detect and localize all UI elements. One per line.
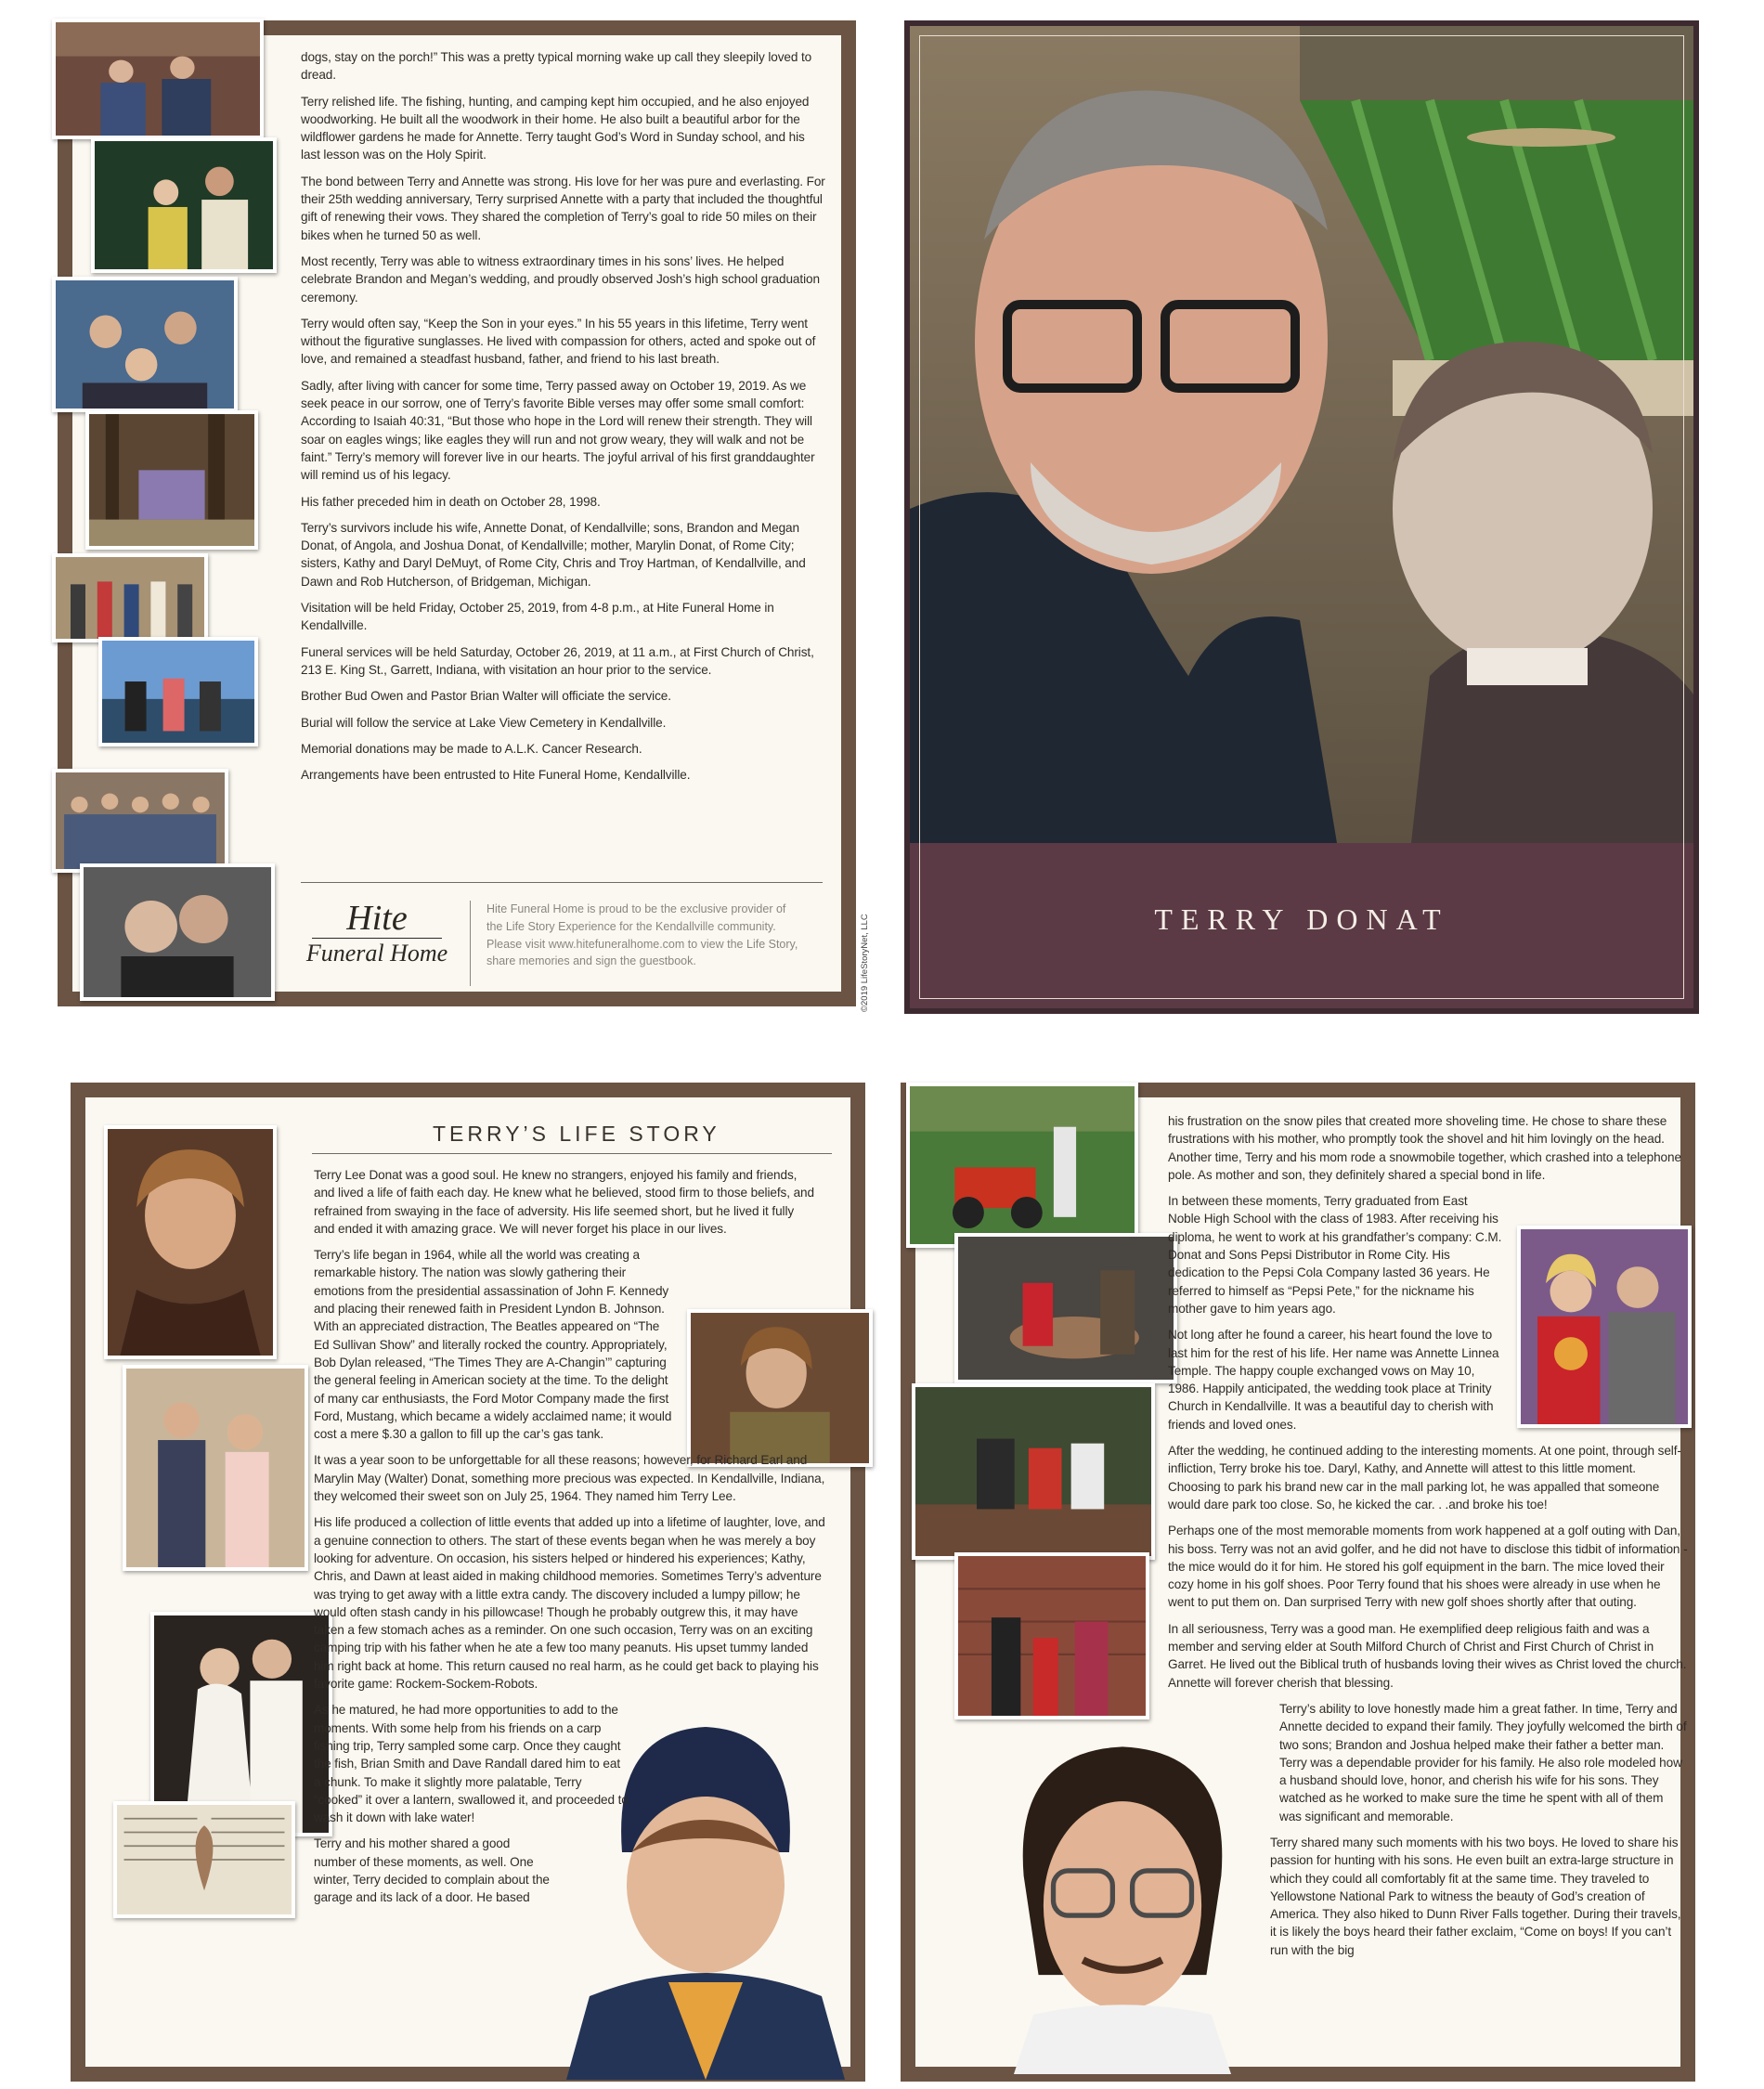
photo-prom-couple [123, 1365, 308, 1571]
photo-family-fireplace [954, 1552, 1149, 1719]
collage-photo-boys-fishing [91, 137, 277, 273]
hite-funeral-home-logo [293, 901, 460, 967]
decedent-name: TERRY DONAT [1154, 902, 1449, 936]
paragraph: Memorial donations may be made to A.L.K. Cancer Research. [301, 741, 642, 756]
title-rule [312, 1153, 832, 1154]
paragraph: Not long after he found a career, his heart found the love to last him for the rest of his life. Her name was Annette Linnea Temple. The happy couple exchanged vows on May 10, 1986. Happily anticipated, the wedding took place at Trinity Church in Kendallville. It was a beautiful day to cherish with friends and loved ones. [1168, 1328, 1499, 1432]
paragraph: Terry’s life began in 1964, while all the world was creating a remarkable history. The nation was slowly gathering their emotions from the presidential assassination of John F. Kennedy and placing their renewed faith in President Lyndon B. Johnson. With an appreciated distraction, The Beatles appeared on “The Ed Sullivan Show” and literally rocked the country. Appropriately, Bob Dylan released, “The Times They are A-Changin’” capturing the general feeling in American society at the time. To the delight of many car enthusiasts, the Ford Motor Company made the first Ford, Mustang, which became a widely acclaimed name; it would cost a mere $.30 a gallon to fill up the car’s gas tank. [314, 1248, 672, 1442]
paragraph: his frustration on the snow piles that created more shoveling time. He chose to share these frustrations with his mother, who promptly took the shovel and hit him lovingly on the head. Another time, Terry and his mom rode a snowmobile together, which crashed into a telephone pole. As mother and son, they definitely shared a special bond in life. [1168, 1114, 1681, 1182]
paragraph: Terry and his mother shared a good number of these moments, as well. One winter, Terry decided to complain about the garage and its lack of a door. He based [314, 1836, 550, 1905]
logo-separator [470, 901, 471, 986]
photo-deer-child [954, 1233, 1177, 1383]
promo-text: Hite Funeral Home is proud to be the exclusive provider of the Life Story Experience for the Kendallville community. Please visit www.hitefuneralhome.com to view the Life Story, share memories and sign the guestbook. [486, 902, 798, 968]
photo-lawn-tractor [906, 1083, 1138, 1248]
collage-photo-forest-group [85, 410, 258, 550]
collage-photo-family-couch [52, 19, 264, 139]
logo-line-2: Funeral Home [305, 940, 448, 967]
collage-photo-couple-kiss [80, 863, 275, 1001]
paragraph: Terry shared many such moments with his two boys. He loved to share his passion for hunting with his sons. He even built an extra-large structure in which they could all comfortably fit at the same time. They traveled to Yellowstone National Park to witness the beauty of God’s creation of America. They also hiked to Dunn River Falls together. During their travels, it is likely the boys heard their father exclaim, “Come on boys! If you can’t run with the big [1270, 1835, 1681, 1957]
life-story-text-continued [1168, 1112, 1688, 1967]
paragraph: Perhaps one of the most memorable moments from work happened at a golf outing with Dan, his boss. Terry was not an avid golfer, and he did not have to disclose this tidbit of information - the mice would do it for him. He stored his golf equipment in the barn. The mice loved their cozy home in his golf shoes. Poor Terry found that his shoes were already in use when he went to put them on. Dan surprised Terry with new golf shoes shortly after that outing. [1168, 1524, 1688, 1610]
obituary-text-continued [301, 48, 826, 792]
paragraph: Funeral services will be held Saturday, October 26, 2019, at 11 a.m., at First Church of Christ, 213 E. King St., Garrett, Indiana, with visitation an hour prior to the service. [301, 644, 814, 677]
life-story-text [314, 1166, 836, 1915]
paragraph: Visitation will be held Friday, October 25, 2019, from 4-8 p.m., at Hite Funeral Home in Kendallville. [301, 601, 774, 633]
paragraph: After the wedding, he continued adding to the interesting moments. At one point, through self-infliction, Terry broke his toe. Daryl, Kathy, and Annette will attest to this little moment. Choosing to park his brand new car in the mall parking lot, he was appalled that someone would dare park too close. So, he kicked the car. . .and broke his toe! [1168, 1444, 1681, 1512]
paragraph: Terry Lee Donat was a good soul. He knew no strangers, enjoyed his family and friends, and lived a life of faith each day. He knew what he believed, stood firm to those beliefs, and refrained from swaying in the face of adversity. His life seemed short, but he lived it fully and ended it with amazing grace. We will never forget his place in our lives. [314, 1168, 814, 1236]
photo-bible-heart [113, 1801, 295, 1918]
paragraph: Burial will follow the service at Lake View Cemetery in Kendallville. [301, 715, 667, 730]
footer-divider [301, 882, 823, 883]
paragraph: Terry’s ability to love honestly made him a great father. In time, Terry and Annette decided to expand their family. They joyfully welcomed the birth of two sons; Brandon and Joshua helped make their father a better man. Terry was a dependable provider for his family. He also role modeled how a husband should love, honor, and cherish his wife for his sons. They watched as he worked to make sure the time he spent with all of them was significant and memorable. [1279, 1701, 1687, 1823]
paragraph: Most recently, Terry was able to witness extraordinary times in his sons’ lives. He helped celebrate Brandon and Megan’s wedding, and proudly observed Josh’s high school graduation ceremony. [301, 253, 820, 305]
copyright-text: ©2019 LifeStoryNet, LLC [860, 914, 870, 1012]
paragraph: In between these moments, Terry graduated from East Noble High School with the class of 1983. After receiving his diploma, he went to work at his grandfather’s company: C.M. Donat and Sons Pepsi Distributor in Rome City. His dedication to the Pepsi Cola Company lasted 36 years. He referred to himself as “Pepsi Pete,” for the nickname his mother gave to him years ago. [1168, 1194, 1502, 1316]
paragraph: In all seriousness, Terry was a good man. He exemplified deep religious faith and was a member and serving elder at South Milford Church of Christ and First Church of Christ in Garret. He lived out the Biblical truth of husbands loving their wives as Christ loved the church. Annette will forever cherish that blessing. [1168, 1621, 1687, 1690]
paragraph: As he matured, he had more opportunities to add to the moments. With some help from his friends on a carp fishing trip, Terry sampled some carp. Once they caught the fish, Brian Smith and Dave Randall dared him to eat a chunk. To make it slightly more palatable, Terry “cooked” it over a lantern, swallowed it, and proceeded to wash it down with lake water! [314, 1703, 629, 1825]
life-story-title: TERRY’S LIFE STORY [433, 1122, 720, 1146]
paragraph: Terry would often say, “Keep the Son in your eyes.” In his 55 years in this lifetime, Terry went without the figurative sunglasses. He lived with compassion for others, acted and spoke out of love, and remained a steadfast husband, father, and friend to his last breath. [301, 316, 816, 367]
paragraph: The bond between Terry and Annette was strong. His love for her was pure and everlasting. For their 25th wedding anniversary, Terry surprised Annette with a party that included the thoughtful gift of renewing their vows. They shared the completion of Terry’s goal to ride 50 miles on their bikes when he turned 50 as well. [301, 174, 825, 242]
paragraph: Arrangements have been entrusted to Hite Funeral Home, Kendallville. [301, 768, 691, 783]
collage-photo-lake-family [98, 637, 258, 746]
collage-photo-family-lineup [52, 769, 228, 873]
photo-dad-boys-log [912, 1383, 1155, 1560]
paragraph: Terry relished life. The fishing, hunting, and camping kept him occupied, and he also enjoyed woodworking. He built all the woodwork in their home. He also built a beautiful arbor for the wildflower gardens he made for Annette. Terry taught God’s Word in Sunday school, and his last lesson was on the Holy Spirit. [301, 94, 810, 162]
paragraph: His father preceded him in death on October 28, 1998. [301, 494, 601, 509]
collage-photo-family-room [52, 553, 208, 642]
paragraph: Terry’s survivors include his wife, Annette Donat, of Kendallville; sons, Brandon and Megan Donat, of Angola, and Joshua Donat, of Kendallville; mother, Marylin Donat, of Rome City; sisters, Kathy and Daryl DeMuyt, of Rome City, Chris and Troy Hartman, of Kendallville, and Dawn and Rob Hutcherson, of Bridgeman, Michigan. [301, 520, 806, 589]
cover-panel [904, 20, 1699, 1014]
paragraph: dogs, stay on the porch!” This was a pretty typical morning wake up call they sleepily loved to dread. [301, 50, 812, 83]
logo-line-1: Hite [346, 899, 408, 938]
cover-photo [910, 26, 1693, 843]
paragraph: His life produced a collection of little events that added up into a lifetime of laughter, love, and a genuine connection to others. The start of these events began when he was merely a boy looking for adventure. On occasion, his sisters helped or hindered his experiences; Kathy, Chris, and Dawn at least aided in making childhood memories. Sometimes Terry’s adventure was trying to get away with a little extra candy. The discovery included a lumpy pillow; he would often stash candy in his pillowcase! Though he probably outgrew this, it may have taken a few stomach aches as a reminder. On one such occasion, Terry was on an exciting camping trip with his father when he ate a few too many peanuts. His upset tummy landed him right back at home. This return caused no real harm, as he could get back to playing his favorite game: Rockem-Sockem-Robots. [314, 1515, 825, 1692]
collage-photo-group-selfie [52, 277, 238, 412]
name-band [910, 843, 1693, 1008]
paragraph: Brother Bud Owen and Pastor Brian Walter will officiate the service. [301, 689, 671, 704]
paragraph: Sadly, after living with cancer for some time, Terry passed away on October 19, 2019. As we seek peace in our sorrow, one of Terry’s favorite Bible verses may offer some small comfort: According to Isaiah 40:31, “But those who hope in the Lord will renew their strength. They will soar on eagles wings; like eagles they will run and not grow weary, they will walk and not be faint.” Terry’s memory will forever live in our hearts. The joyful arrival of his first granddaughter will remind us of his legacy. [301, 378, 815, 483]
photo-teen-portrait [104, 1125, 277, 1359]
paragraph: It was a year soon to be unforgettable for all these reasons; however, for Richard Earl and Marylin May (Walter) Donat, something more precious was expected. In Kendallville, Indiana, they welcomed their sweet son on July 25, 1964. They named him Terry Lee. [314, 1453, 825, 1504]
